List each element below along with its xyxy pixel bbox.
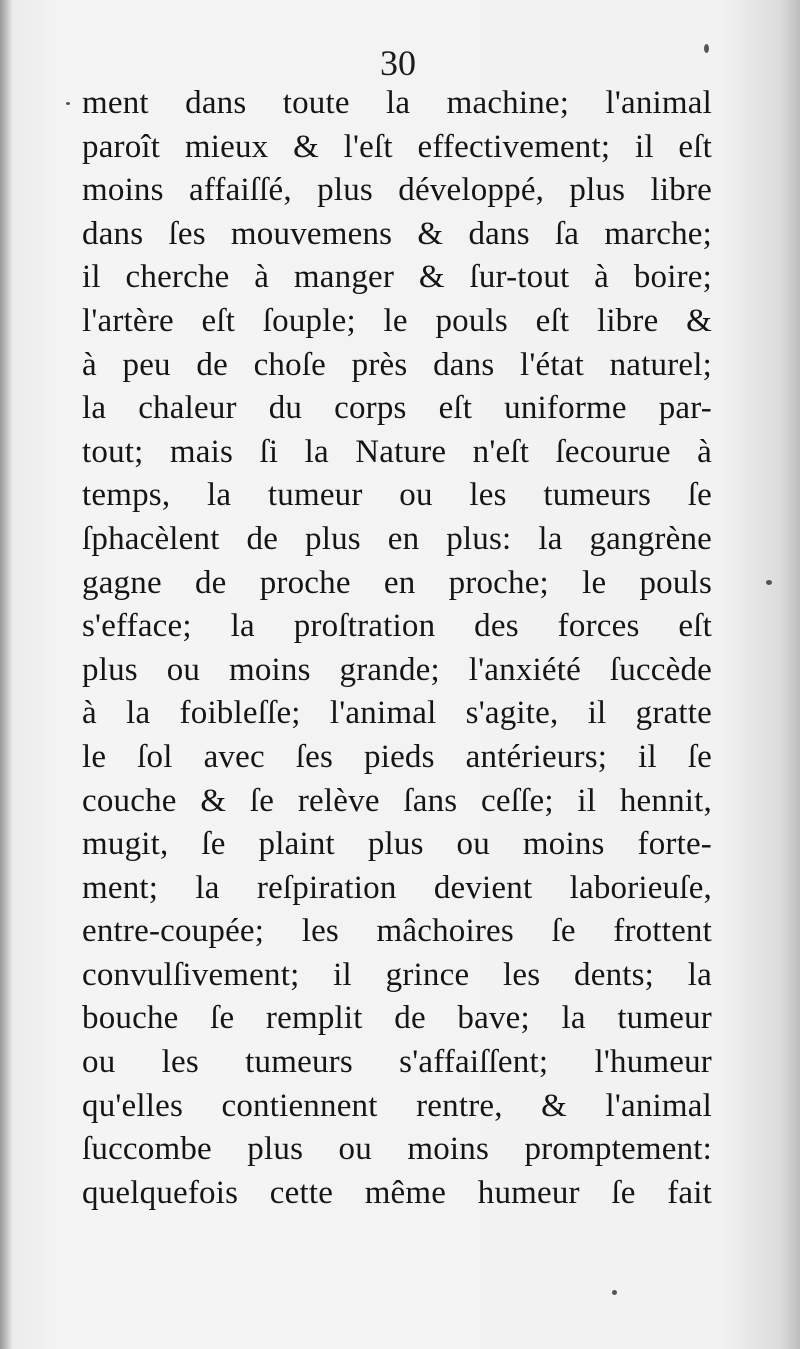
text-line: qu'elles contiennent rentre, & l'animal xyxy=(82,1087,712,1124)
text-line: il cherche à manger & ſur-tout à boire; xyxy=(82,259,712,296)
text-line: entre-coupée; les mâchoires ſe frottent xyxy=(82,913,712,950)
text-line: quelquefois cette même humeur ſe fait xyxy=(82,1174,712,1211)
text-line: gagne de proche en proche; le pouls xyxy=(82,564,712,601)
text-line: mugit, ſe plaint plus ou moins forte- xyxy=(82,826,712,863)
text-line: s'efface; la proſtration des forces eſt xyxy=(82,608,712,645)
text-line: à la foibleſſe; l'animal s'agite, il gratte xyxy=(82,695,712,732)
text-line: l'artère eſt ſouple; le pouls eſt libre & xyxy=(82,302,712,339)
page-number: 30 xyxy=(380,43,416,83)
text-line: ſuccombe plus ou moins promptement: xyxy=(82,1131,712,1168)
text-line: plus ou moins grande; l'anxiété ſuccède xyxy=(82,651,712,688)
text-line: le ſol avec ſes pieds antérieurs; il ſe xyxy=(82,738,712,775)
text-line: ou les tumeurs s'affaiſſent; l'humeur xyxy=(82,1044,712,1081)
text-line: tout; mais ſi la Nature n'eſt ſecourue à xyxy=(82,433,712,470)
text-line: temps, la tumeur ou les tumeurs ſe xyxy=(82,477,712,514)
paper-speck xyxy=(66,102,70,105)
text-line: la chaleur du corps eſt uniforme par- xyxy=(82,390,712,427)
text-line: bouche ſe remplit de bave; la tumeur xyxy=(82,1000,712,1037)
paper-speck xyxy=(704,44,709,53)
paper-speck xyxy=(612,1290,617,1295)
text-line: à peu de choſe près dans l'état naturel; xyxy=(82,346,712,383)
paper-speck xyxy=(766,580,772,585)
text-line: ment dans toute la machine; l'animal xyxy=(82,85,712,121)
text-line: ſphacèlent de plus en plus: la gangrène xyxy=(82,520,712,557)
text-line: convulſivement; il grince les dents; la xyxy=(82,956,712,993)
text-line: paroît mieux & l'eſt effectivement; il eſt xyxy=(82,128,712,165)
text-line: moins affaiſſé, plus développé, plus libre xyxy=(82,172,712,209)
text-line: dans ſes mouvemens & dans ſa marche; xyxy=(82,215,712,252)
text-line: couche & ſe relève ſans ceſſe; il hennit, xyxy=(82,782,712,819)
body-text xyxy=(82,82,712,1215)
gutter-shadow xyxy=(0,0,12,1349)
text-line: ment; la reſpiration devient laborieuſe, xyxy=(82,869,712,906)
